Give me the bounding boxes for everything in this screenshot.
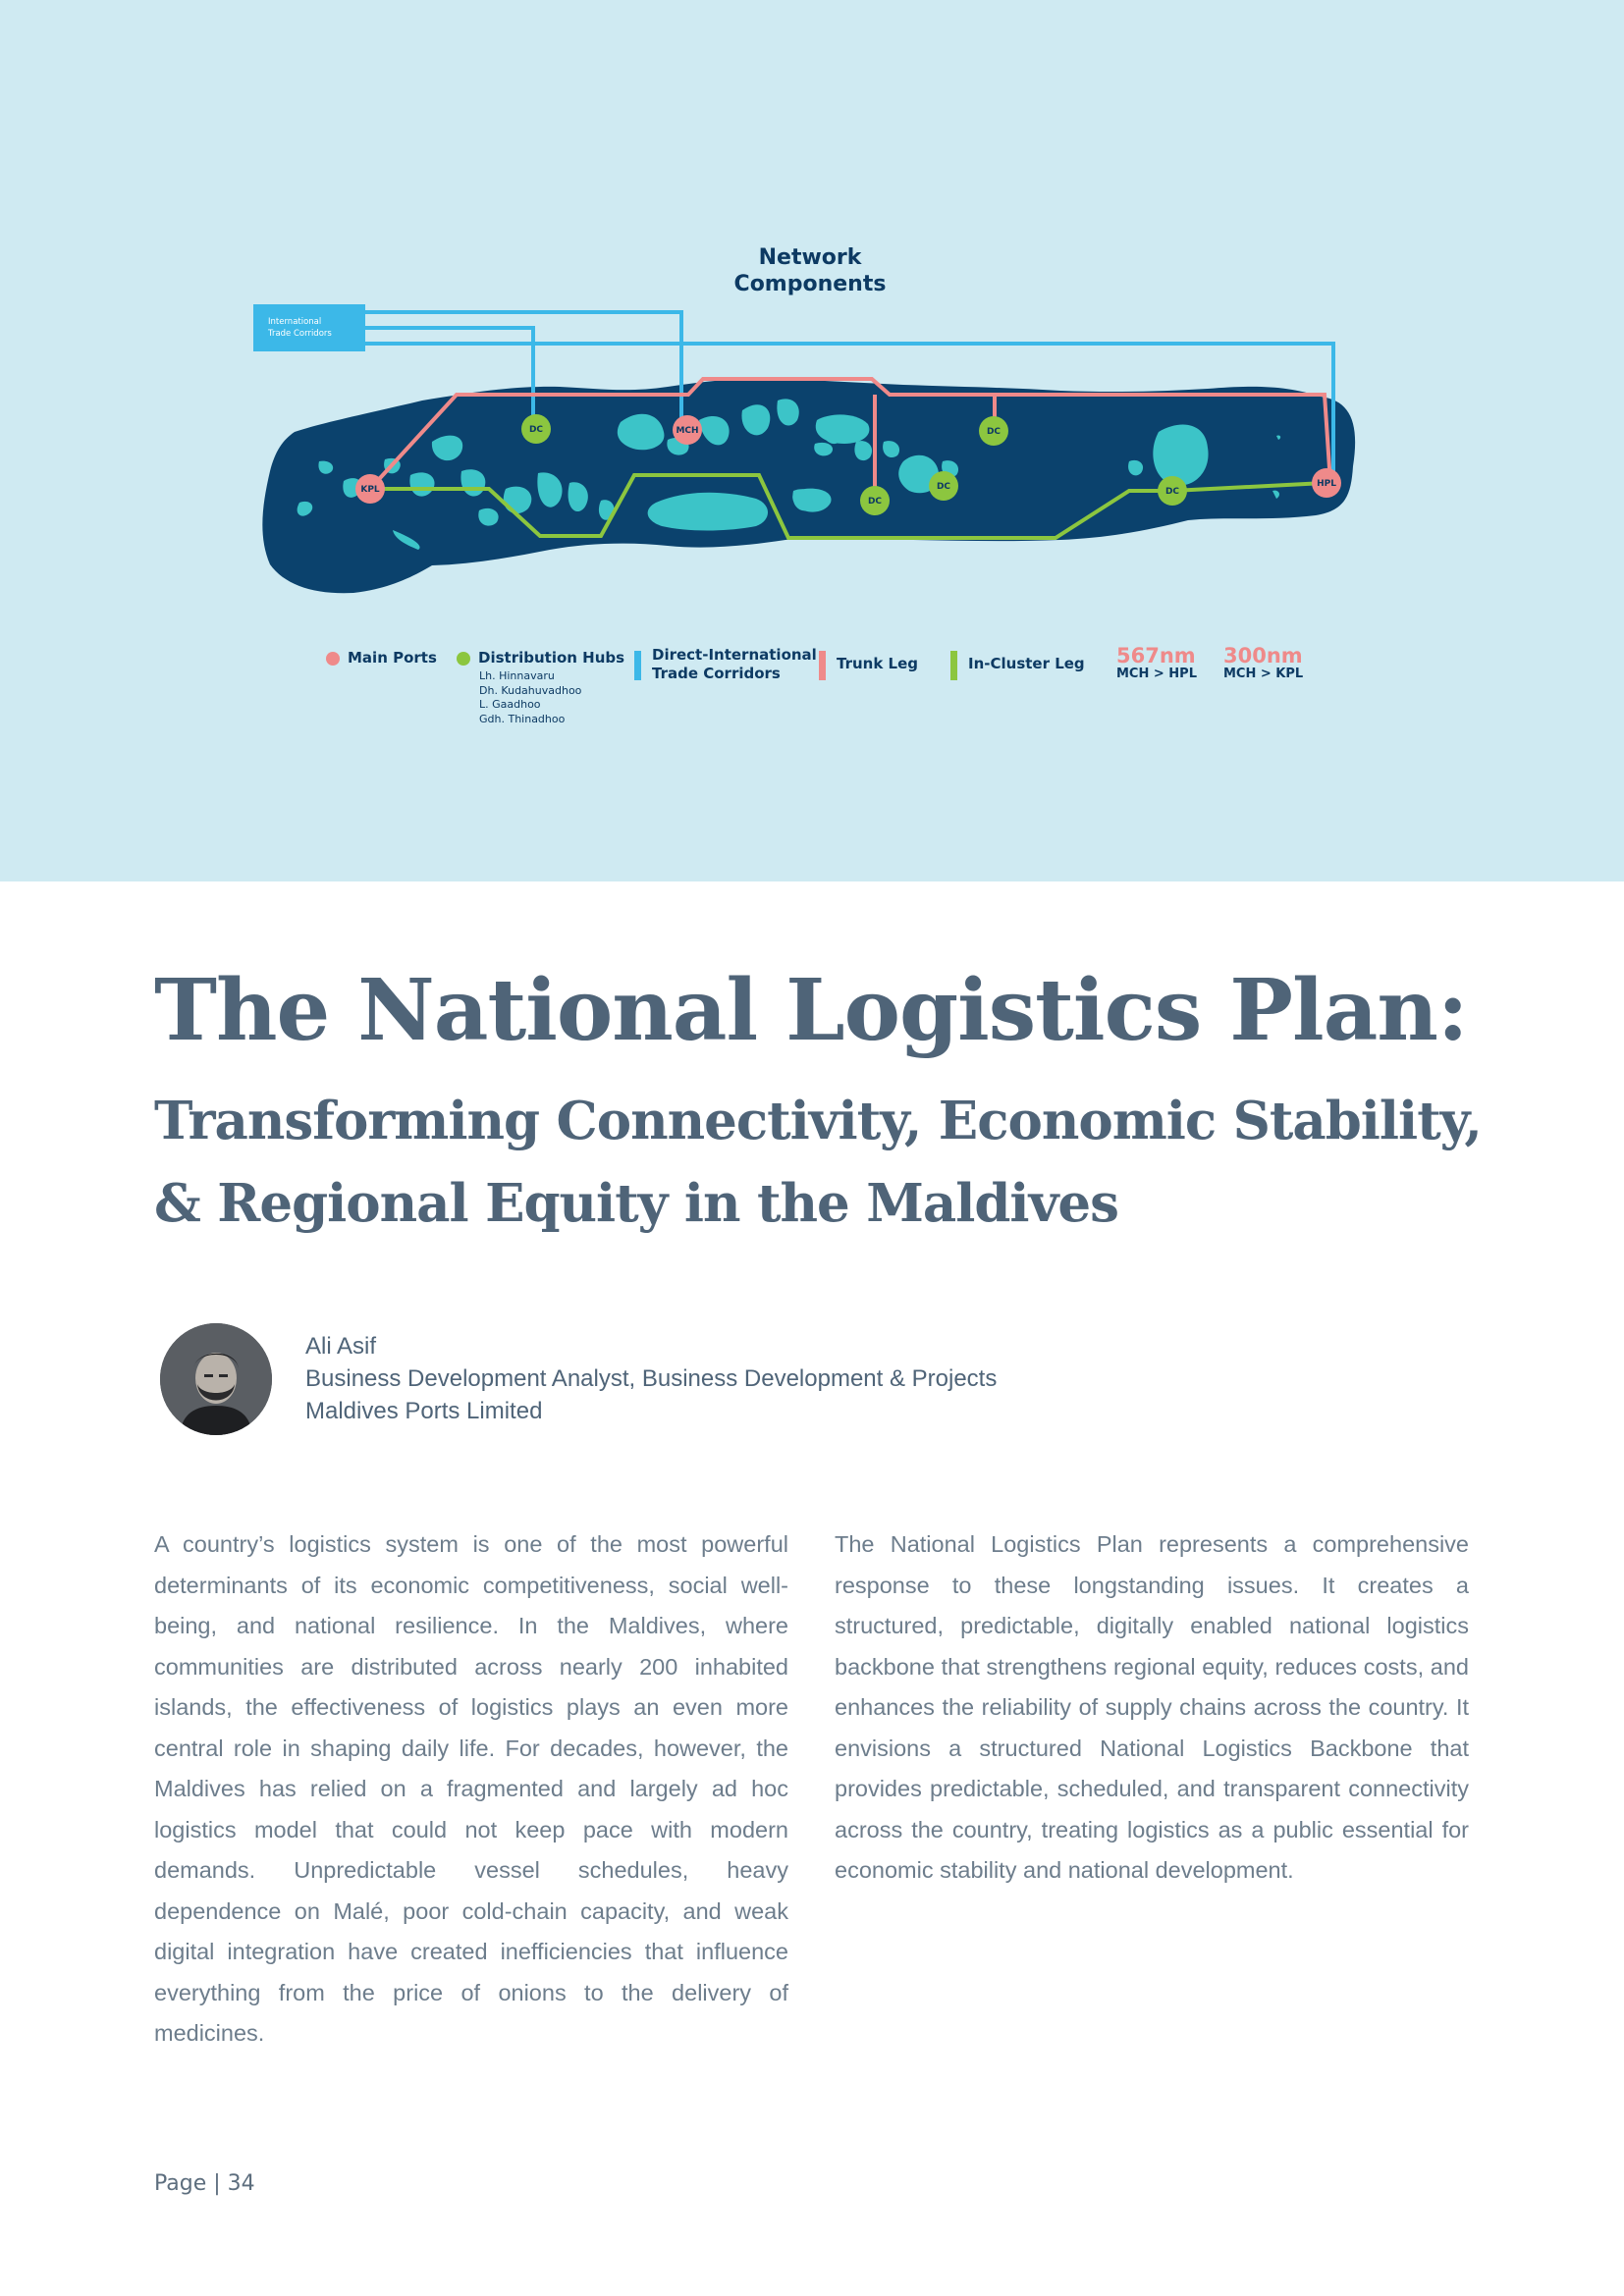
node-kpl-label: KPL xyxy=(360,485,380,495)
node-dc-label: DC xyxy=(867,497,883,507)
network-components-figure xyxy=(0,0,1624,881)
article-title: The National Logistics Plan: xyxy=(154,961,1468,1060)
trunk-bar-icon xyxy=(819,651,826,680)
distance-value: 567nm xyxy=(1116,644,1196,667)
hub-list-item: Gdh. Thinadhoo xyxy=(479,712,566,725)
legend-main-ports xyxy=(326,648,437,667)
hub-list-item: Dh. Kudahuvadhoo xyxy=(479,683,582,697)
legend-direct-line1: Direct-International xyxy=(652,646,817,664)
legend-distribution-hubs xyxy=(457,648,624,667)
cluster-bar-icon xyxy=(950,651,957,680)
legend-main-ports-label: Main Ports xyxy=(348,649,437,667)
legend-trunk-label: Trunk Leg xyxy=(837,655,919,672)
node-hpl-label: HPL xyxy=(1317,479,1336,489)
hub-dot-icon xyxy=(457,652,470,666)
intl-trade-corridors-box xyxy=(253,304,365,351)
author-info xyxy=(305,1330,997,1427)
main-port-dot-icon xyxy=(326,652,340,666)
distance-mch-kpl xyxy=(1223,645,1303,682)
author-photo-icon xyxy=(160,1323,272,1435)
hubs-list xyxy=(479,669,581,726)
author-name: Ali Asif xyxy=(305,1333,377,1360)
author-role: Business Development Analyst, Business Development & Projects xyxy=(305,1365,998,1392)
legend-direct-corridors xyxy=(652,646,817,683)
distance-route: MCH > KPL xyxy=(1223,667,1304,681)
node-mch-label: MCH xyxy=(676,426,699,436)
corridor-bar-icon xyxy=(634,651,641,680)
legend-cluster-label: In-Cluster Leg xyxy=(968,655,1085,672)
legend-in-cluster-leg xyxy=(968,654,1085,672)
hub-list-item: L. Gaadhoo xyxy=(479,698,541,711)
distance-route: MCH > HPL xyxy=(1116,667,1197,681)
diagram-title-line2: Components xyxy=(733,272,887,296)
legend-distribution-hubs-label: Distribution Hubs xyxy=(478,649,625,667)
node-dc-label: DC xyxy=(986,427,1001,437)
hub-list-item: Lh. Hinnavaru xyxy=(479,669,555,682)
body-paragraph-left: A country’s logistics system is one of the most powerful determinants of its economic competitiveness, social well-being, and national resilience. In the Maldives, where communities are distributed across nearly 200 inhabited islands, the effectiveness of logistics plays an even more central role in shaping daily life. For decades, however, the Maldives has relied on a fragmented and largely ad hoc logistics model that could not keep pace with modern demands. Unpredictable vessel schedules, heavy dependence on Malé, poor cold-chain capacity, and weak digital integration have created inefficiencies that influence everything from the price of onions to the delivery of medicines. xyxy=(154,1531,788,2046)
intl-box-line1: International xyxy=(268,317,322,327)
node-dc-label: DC xyxy=(1164,487,1180,497)
article-subtitle: Transforming Connectivity, Economic Stability, & Regional Equity in the Maldives xyxy=(154,1091,1482,1234)
distance-value: 300nm xyxy=(1223,644,1303,667)
network-map xyxy=(0,0,1624,881)
distance-mch-hpl xyxy=(1116,645,1197,682)
legend-direct-line2: Trade Corridors xyxy=(652,665,781,682)
author-organization: Maldives Ports Limited xyxy=(305,1398,543,1424)
page-number: Page | 34 xyxy=(154,2171,255,2196)
node-dc-label: DC xyxy=(936,482,951,492)
legend-trunk-leg xyxy=(837,654,918,672)
author-avatar xyxy=(160,1323,272,1435)
diagram-title-line1: Network xyxy=(758,245,862,270)
intl-box-line2: Trade Corridors xyxy=(268,329,332,339)
node-dc-label: DC xyxy=(528,425,544,435)
body-paragraph-right: The National Logistics Plan represents a comprehensive response to these longstanding issues. It creates a structured, predictable, digitally enabled national logistics backbone that strengthens regional equity, reduces costs, and enhances the reliability of supply chains across the country. It envisions a structured National Logistics Backbone that provides predictable, scheduled, and transparent connectivity across the country, treating logistics as a public essential for economic stability and national development. xyxy=(835,1531,1469,1883)
